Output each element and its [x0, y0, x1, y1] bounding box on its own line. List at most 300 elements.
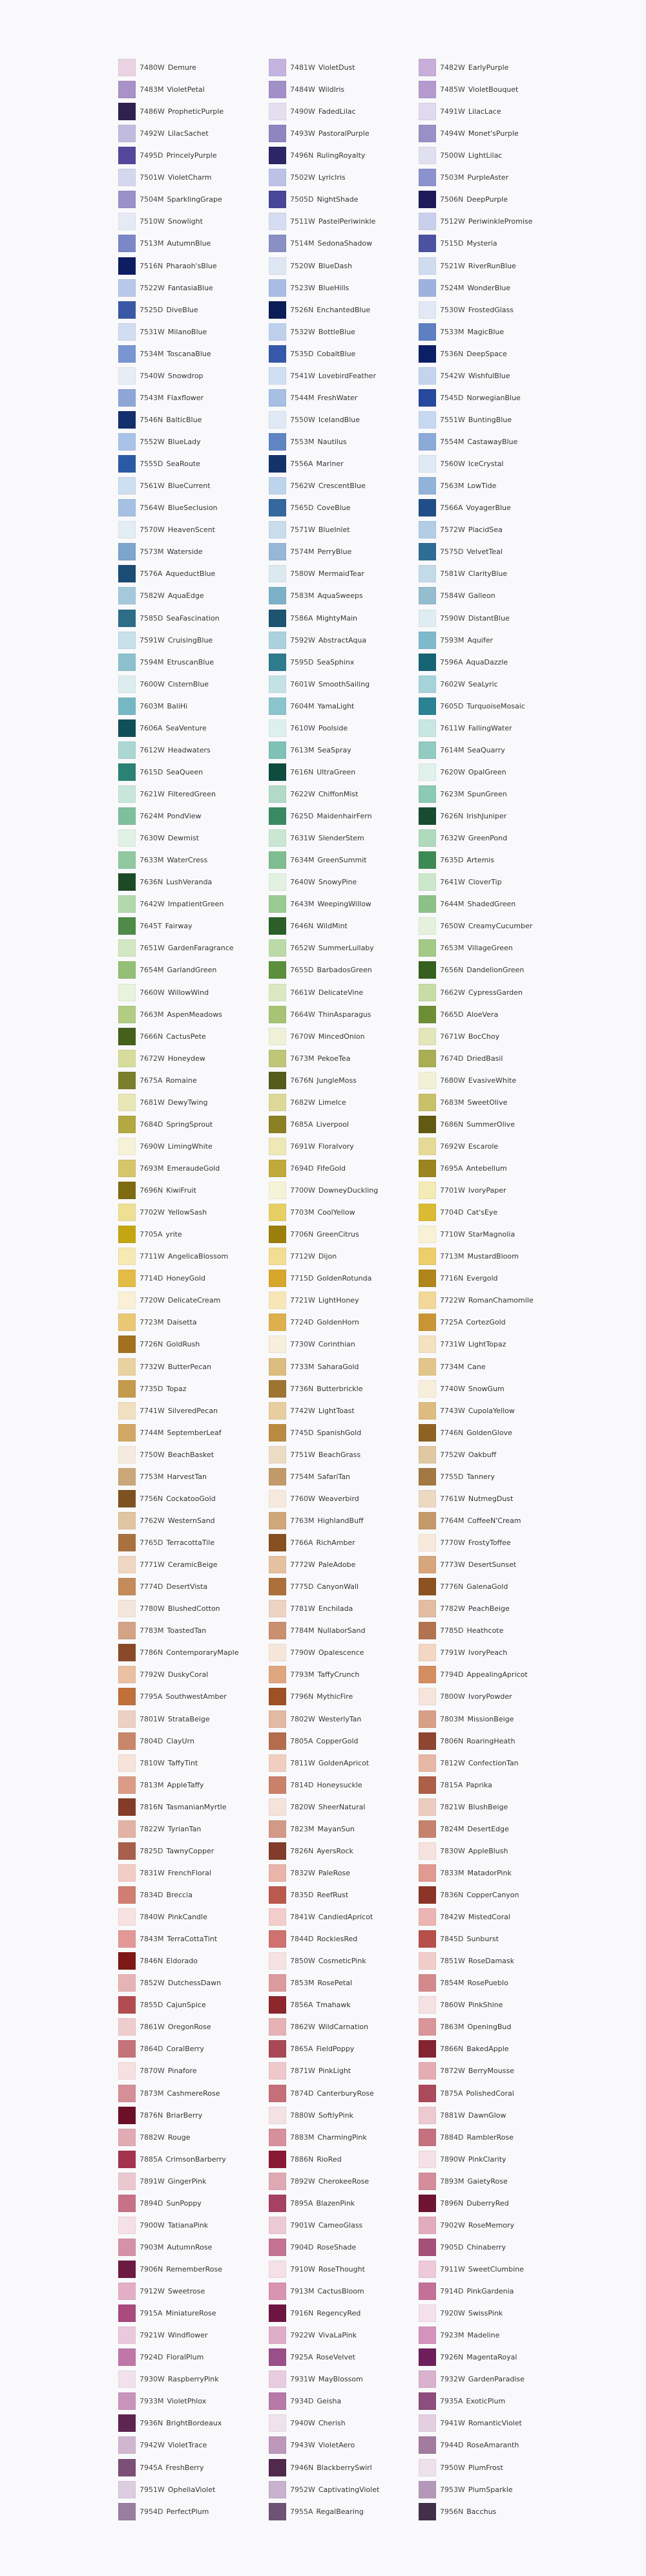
color-label	[440, 2503, 496, 2520]
color-name: ThinAsparagus	[318, 1010, 371, 1019]
color-code: 7890W	[440, 2155, 465, 2164]
color-name: PrincelyPurple	[166, 151, 217, 160]
color-code: 7531W	[140, 327, 165, 336]
color-swatch-7881W	[419, 2107, 436, 2124]
color-swatch-7815A	[419, 1776, 436, 1794]
color-code: 7745D	[290, 1428, 314, 1437]
color-name: VioletTrace	[167, 2441, 207, 2450]
color-swatch-7850W	[269, 1952, 286, 1970]
color-name: Butterbrickle	[317, 1384, 363, 1393]
color-name: AngelicaBlossom	[167, 1252, 229, 1261]
color-name: CajunSpice	[166, 2001, 206, 2010]
color-label	[290, 1754, 369, 1772]
color-swatch-7782W	[419, 1600, 436, 1617]
color-swatch-7924D	[118, 2348, 136, 2366]
color-name: Dijon	[318, 1252, 337, 1261]
color-name: CloverTip	[468, 878, 502, 887]
color-swatch-7902W	[419, 2217, 436, 2234]
color-name: PeachBeige	[468, 1604, 510, 1613]
color-code: 7683M	[440, 1098, 464, 1107]
color-label	[440, 125, 519, 142]
color-code: 7744M	[140, 1428, 164, 1437]
color-name: SweetOlive	[467, 1098, 508, 1107]
color-label	[290, 2503, 364, 2520]
color-code: 7885A	[140, 2155, 163, 2164]
color-swatch-7481W	[269, 59, 286, 76]
color-label	[290, 2173, 369, 2190]
color-swatch-7915A	[118, 2305, 136, 2322]
color-name: PeriwinklePromise	[468, 217, 533, 226]
color-swatch-7565D	[269, 499, 286, 516]
color-code: 7934D	[290, 2397, 314, 2406]
color-swatch-7596A	[419, 654, 436, 671]
color-swatch-7495D	[118, 147, 136, 164]
color-label	[440, 939, 513, 957]
color-swatch-7956N	[419, 2503, 436, 2520]
color-name: RamblerRose	[466, 2133, 514, 2142]
color-code: 7905D	[440, 2242, 464, 2251]
color-label	[290, 1182, 378, 1199]
color-swatch-7563M	[419, 477, 436, 495]
color-swatch-7946N	[269, 2459, 286, 2476]
color-name: CoralBerry	[166, 2045, 204, 2054]
color-swatch-7601W	[269, 676, 286, 693]
color-label	[440, 2261, 524, 2278]
color-swatch-7582W	[118, 587, 136, 604]
color-label	[290, 1886, 348, 1904]
color-label	[440, 2217, 514, 2234]
color-swatch-7622W	[269, 785, 286, 803]
color-label	[140, 719, 207, 737]
color-code: 7541W	[290, 371, 315, 380]
color-name: IrishJuniper	[466, 812, 507, 821]
color-swatch-7612W	[118, 741, 136, 759]
color-code: 7661W	[290, 988, 315, 997]
color-label	[290, 59, 355, 76]
color-label	[140, 632, 213, 649]
color-label	[290, 1710, 361, 1728]
color-label	[440, 2040, 509, 2058]
color-name: Mariner	[316, 460, 344, 469]
color-swatch-7720W	[118, 1292, 136, 1309]
color-code: 7895A	[290, 2198, 313, 2208]
color-label	[140, 2261, 222, 2278]
color-label	[290, 1908, 373, 1926]
color-name: Cherish	[318, 2419, 346, 2428]
color-label	[440, 1534, 511, 1551]
color-label	[140, 345, 211, 363]
color-code: 7646N	[290, 922, 314, 931]
color-swatch-7926N	[419, 2348, 436, 2366]
color-label	[290, 1314, 359, 1331]
color-code: 7720W	[140, 1296, 165, 1305]
color-code: 7526N	[290, 305, 314, 314]
color-label	[140, 1094, 208, 1111]
color-label	[440, 1952, 514, 1970]
color-swatch-7544M	[269, 389, 286, 407]
color-code: 7562W	[290, 482, 315, 491]
color-code: 7712W	[290, 1252, 315, 1261]
color-name: CoveBlue	[317, 504, 351, 513]
color-code: 7784M	[290, 1626, 315, 1635]
color-code: 7856A	[290, 2001, 313, 2010]
color-swatch-7802W	[269, 1710, 286, 1728]
color-name: MincedOnion	[318, 1032, 365, 1041]
color-swatch-7841W	[269, 1908, 286, 1926]
color-name: WildIris	[318, 85, 345, 94]
color-label	[140, 895, 224, 913]
color-swatch-7855D	[118, 1996, 136, 2014]
color-swatch-7821W	[419, 1798, 436, 1816]
color-name: SunPoppy	[166, 2198, 202, 2208]
color-name: LowTide	[467, 482, 497, 491]
color-label	[440, 807, 506, 825]
color-code: 7483M	[140, 85, 164, 94]
color-name: PerryBlue	[317, 548, 352, 557]
color-name: CharmingPink	[317, 2133, 367, 2142]
color-swatch-7750W	[118, 1446, 136, 1464]
color-swatch-7816N	[118, 1798, 136, 1816]
color-name: DriedBasil	[466, 1054, 503, 1063]
color-code: 7844D	[290, 1935, 314, 1944]
color-name: RegencyRed	[317, 2309, 361, 2318]
color-label	[290, 917, 348, 935]
color-label	[440, 543, 503, 560]
color-code: 7940W	[290, 2419, 315, 2428]
color-name: LushVeranda	[166, 878, 213, 887]
color-code: 7734M	[440, 1362, 464, 1371]
color-swatch-7784M	[269, 1622, 286, 1639]
color-label	[440, 984, 523, 1001]
color-swatch-7725A	[419, 1314, 436, 1331]
color-name: MatadorPink	[467, 1868, 512, 1877]
color-label	[440, 961, 524, 979]
color-swatch-7833M	[419, 1864, 436, 1882]
color-name: BlueDash	[318, 261, 353, 270]
color-label	[440, 1710, 514, 1728]
color-name: RegalBearing	[316, 2507, 364, 2516]
color-name: HoneyGold	[166, 1274, 206, 1283]
color-label	[140, 257, 217, 275]
color-label	[290, 2370, 363, 2388]
color-label	[440, 2062, 514, 2080]
color-code: 7881W	[440, 2111, 465, 2120]
color-code: 7524M	[440, 283, 464, 292]
color-code: 7642W	[140, 900, 165, 909]
color-name: CameoGlass	[318, 2220, 363, 2230]
color-swatch-7651W	[118, 939, 136, 957]
color-name: SheerNatural	[318, 1802, 366, 1811]
color-label	[290, 1798, 365, 1816]
color-label	[440, 2195, 509, 2212]
color-code: 7670W	[290, 1032, 315, 1041]
color-code: 7805A	[290, 1736, 313, 1745]
color-name: AquaDazzle	[466, 657, 508, 666]
color-name: SummerLullaby	[318, 944, 374, 953]
color-label	[440, 1336, 506, 1353]
color-code: 7643M	[290, 900, 315, 909]
color-swatch-7704D	[419, 1204, 436, 1221]
color-code: 7592W	[290, 635, 315, 644]
color-swatch-7866N	[419, 2040, 436, 2058]
color-swatch-7826N	[269, 1842, 286, 1860]
color-label	[440, 323, 504, 341]
color-swatch-7840W	[118, 1908, 136, 1926]
color-code: 7543M	[140, 393, 164, 402]
color-label	[440, 1094, 507, 1111]
color-label	[290, 632, 366, 649]
color-name: SmoothSailing	[318, 679, 370, 688]
color-label	[140, 785, 216, 803]
color-label	[140, 1248, 228, 1265]
color-name: TaffyCrunch	[317, 1670, 360, 1679]
color-code: 7511W	[290, 217, 315, 226]
color-swatch-7876N	[118, 2107, 136, 2124]
color-label	[440, 763, 506, 781]
color-label	[140, 1314, 197, 1331]
color-code: 7685A	[290, 1120, 313, 1129]
color-name: Breccia	[166, 1890, 193, 1899]
color-label	[290, 2261, 365, 2278]
color-label	[140, 1556, 218, 1573]
color-label	[290, 1534, 355, 1551]
color-label	[140, 2326, 207, 2344]
color-label	[440, 1204, 497, 1221]
color-swatch-7835D	[269, 1886, 286, 1904]
color-swatch-7552W	[118, 433, 136, 451]
color-label	[440, 1050, 503, 1067]
color-swatch-7670W	[269, 1028, 286, 1045]
color-label	[140, 1182, 196, 1199]
color-code: 7512W	[440, 217, 465, 226]
color-label	[440, 1270, 498, 1287]
color-name: Geisha	[317, 2397, 342, 2406]
color-code: 7666N	[140, 1032, 163, 1041]
color-label	[140, 1358, 211, 1376]
color-name: SeaSphinx	[317, 657, 355, 666]
color-name: WesternSand	[167, 1516, 215, 1525]
color-label	[290, 477, 366, 495]
color-swatch-7493W	[269, 125, 286, 142]
color-name: SoftlyPink	[318, 2111, 353, 2120]
color-name: RoseVelvet	[316, 2353, 355, 2362]
color-code: 7724D	[290, 1318, 314, 1327]
color-code: 7880W	[290, 2111, 315, 2120]
color-label	[290, 301, 370, 319]
color-swatch-7655D	[269, 961, 286, 979]
color-code: 7706N	[290, 1230, 314, 1239]
color-name: CandiedApricot	[318, 1913, 373, 1922]
color-name: GreenCitrus	[317, 1230, 359, 1239]
color-code: 7954D	[140, 2507, 163, 2516]
color-swatch-7632W	[419, 829, 436, 847]
color-swatch-7501W	[118, 169, 136, 186]
color-swatch-7786N	[118, 1644, 136, 1661]
color-swatch-7653M	[419, 939, 436, 957]
color-name: DandelionGreen	[466, 966, 525, 975]
color-swatch-7494W	[419, 125, 436, 142]
color-code: 7695A	[440, 1164, 463, 1173]
color-label	[440, 1006, 498, 1023]
color-label	[440, 169, 508, 186]
color-code: 7833M	[440, 1868, 464, 1877]
color-swatch-7903M	[118, 2239, 136, 2256]
color-label	[140, 2481, 215, 2498]
color-swatch-7581W	[419, 565, 436, 582]
color-swatch-7726N	[118, 1336, 136, 1353]
color-swatch-7910W	[269, 2261, 286, 2278]
color-label	[290, 1094, 346, 1111]
color-label	[140, 1820, 201, 1838]
color-code: 7715D	[290, 1274, 314, 1283]
color-name: CopperGold	[316, 1736, 359, 1745]
color-code: 7903M	[140, 2242, 164, 2251]
color-label	[290, 587, 363, 604]
color-swatch-7480W	[118, 59, 136, 76]
color-code: 7762W	[140, 1516, 165, 1525]
color-code: 7574M	[290, 548, 315, 557]
color-name: Demure	[167, 63, 196, 72]
color-swatch-7871W	[269, 2062, 286, 2080]
color-swatch-7664W	[269, 1006, 286, 1023]
color-label	[440, 1314, 506, 1331]
color-swatch-7811W	[269, 1754, 286, 1772]
color-swatch-7676N	[269, 1072, 286, 1089]
color-code: 7943W	[290, 2441, 315, 2450]
color-name: Mysteria	[466, 239, 497, 248]
color-code: 7735D	[140, 1384, 163, 1393]
color-code: 7956N	[440, 2507, 464, 2516]
color-name: Pharaoh'sBlue	[166, 261, 217, 270]
color-label	[140, 873, 212, 891]
color-label	[290, 785, 358, 803]
color-label	[290, 235, 372, 252]
color-name: RememberRose	[166, 2265, 222, 2273]
color-code: 7554M	[440, 438, 464, 447]
color-code: 7951W	[140, 2485, 165, 2494]
color-name: BlazenPink	[316, 2198, 355, 2208]
color-label	[140, 367, 203, 385]
color-name: VioletCharm	[167, 173, 212, 182]
color-label	[140, 1754, 198, 1772]
color-label	[140, 1204, 207, 1221]
color-code: 7551W	[440, 415, 465, 424]
color-code: 7773W	[440, 1560, 465, 1570]
color-swatch-7872W	[419, 2062, 436, 2080]
color-label	[140, 1622, 206, 1639]
color-code: 7662W	[440, 988, 465, 997]
color-swatch-7790W	[269, 1644, 286, 1661]
color-name: GardenFaragrance	[167, 944, 234, 953]
color-swatch-7593M	[419, 632, 436, 649]
color-code: 7814D	[290, 1780, 314, 1789]
color-label	[440, 2414, 522, 2432]
color-label	[290, 939, 374, 957]
color-swatch-7534M	[118, 345, 136, 363]
color-code: 7810W	[140, 1758, 165, 1767]
color-label	[140, 851, 207, 869]
color-name: WillowWind	[167, 988, 209, 997]
color-swatch-7875A	[419, 2085, 436, 2102]
color-name: WonderBlue	[467, 283, 511, 292]
color-label	[440, 2151, 506, 2168]
color-code: 7614M	[440, 745, 464, 754]
color-name: SeptemberLeaf	[167, 1428, 222, 1437]
color-label	[290, 169, 346, 186]
color-code: 7616N	[290, 767, 314, 776]
color-name: SedonaShadow	[317, 239, 373, 248]
color-label	[290, 719, 348, 737]
color-name: MustardBloom	[467, 1252, 519, 1261]
color-code: 7946N	[290, 2463, 314, 2472]
color-swatch-7623M	[419, 785, 436, 803]
color-label	[440, 279, 510, 297]
color-code: 7826N	[290, 1846, 314, 1855]
color-name: PinkGardenia	[466, 2287, 514, 2296]
color-code: 7701W	[440, 1186, 465, 1195]
color-name: BerryMousse	[468, 2067, 514, 2076]
color-swatch-7715D	[269, 1270, 286, 1287]
color-swatch-7482W	[419, 59, 436, 76]
color-label	[140, 2392, 206, 2410]
color-name: SpunGreen	[467, 789, 507, 798]
color-name: SwissPink	[468, 2309, 503, 2318]
color-name: MightyMain	[316, 613, 358, 623]
color-swatch-7814D	[269, 1776, 286, 1794]
color-label	[140, 1732, 194, 1750]
color-label	[440, 1996, 503, 2014]
color-swatch-7820W	[269, 1798, 286, 1816]
color-swatch-7654M	[118, 961, 136, 979]
color-swatch-7556A	[269, 455, 286, 473]
color-label	[290, 1952, 366, 1970]
color-label	[140, 169, 212, 186]
color-name: BottleBlue	[318, 327, 355, 336]
color-swatch-7740W	[419, 1380, 436, 1398]
color-label	[140, 1468, 207, 1485]
color-name: PekoeTea	[317, 1054, 351, 1063]
color-name: VoyagerBlue	[466, 504, 511, 513]
color-label	[140, 59, 196, 76]
color-label	[440, 2018, 511, 2036]
color-name: CoolYellow	[317, 1208, 355, 1217]
color-swatch-7515D	[419, 235, 436, 252]
color-code: 7760W	[290, 1494, 315, 1503]
color-code: 7803M	[440, 1714, 464, 1723]
color-name: Snowlight	[167, 217, 203, 226]
color-code: 7626N	[440, 812, 464, 821]
color-name: Windflower	[167, 2331, 208, 2340]
color-code: 7634M	[290, 856, 315, 865]
color-label	[140, 1424, 222, 1442]
color-swatch-7591W	[118, 632, 136, 649]
color-label	[290, 565, 364, 582]
color-swatch-7743W	[419, 1402, 436, 1420]
color-swatch-7520W	[269, 257, 286, 275]
color-label	[140, 2459, 203, 2476]
color-name: Flaxflower	[167, 393, 204, 402]
color-name: SeaQuarry	[467, 745, 505, 754]
color-swatch-7611W	[419, 719, 436, 737]
color-code: 7505D	[290, 195, 314, 204]
color-name: OpeningBud	[467, 2023, 512, 2032]
color-label	[440, 499, 511, 516]
color-code: 7913M	[290, 2287, 315, 2296]
color-code: 7503M	[440, 173, 464, 182]
color-name: SpanishGold	[317, 1428, 362, 1437]
color-code: 7834D	[140, 1890, 163, 1899]
color-swatch-7675A	[118, 1072, 136, 1089]
